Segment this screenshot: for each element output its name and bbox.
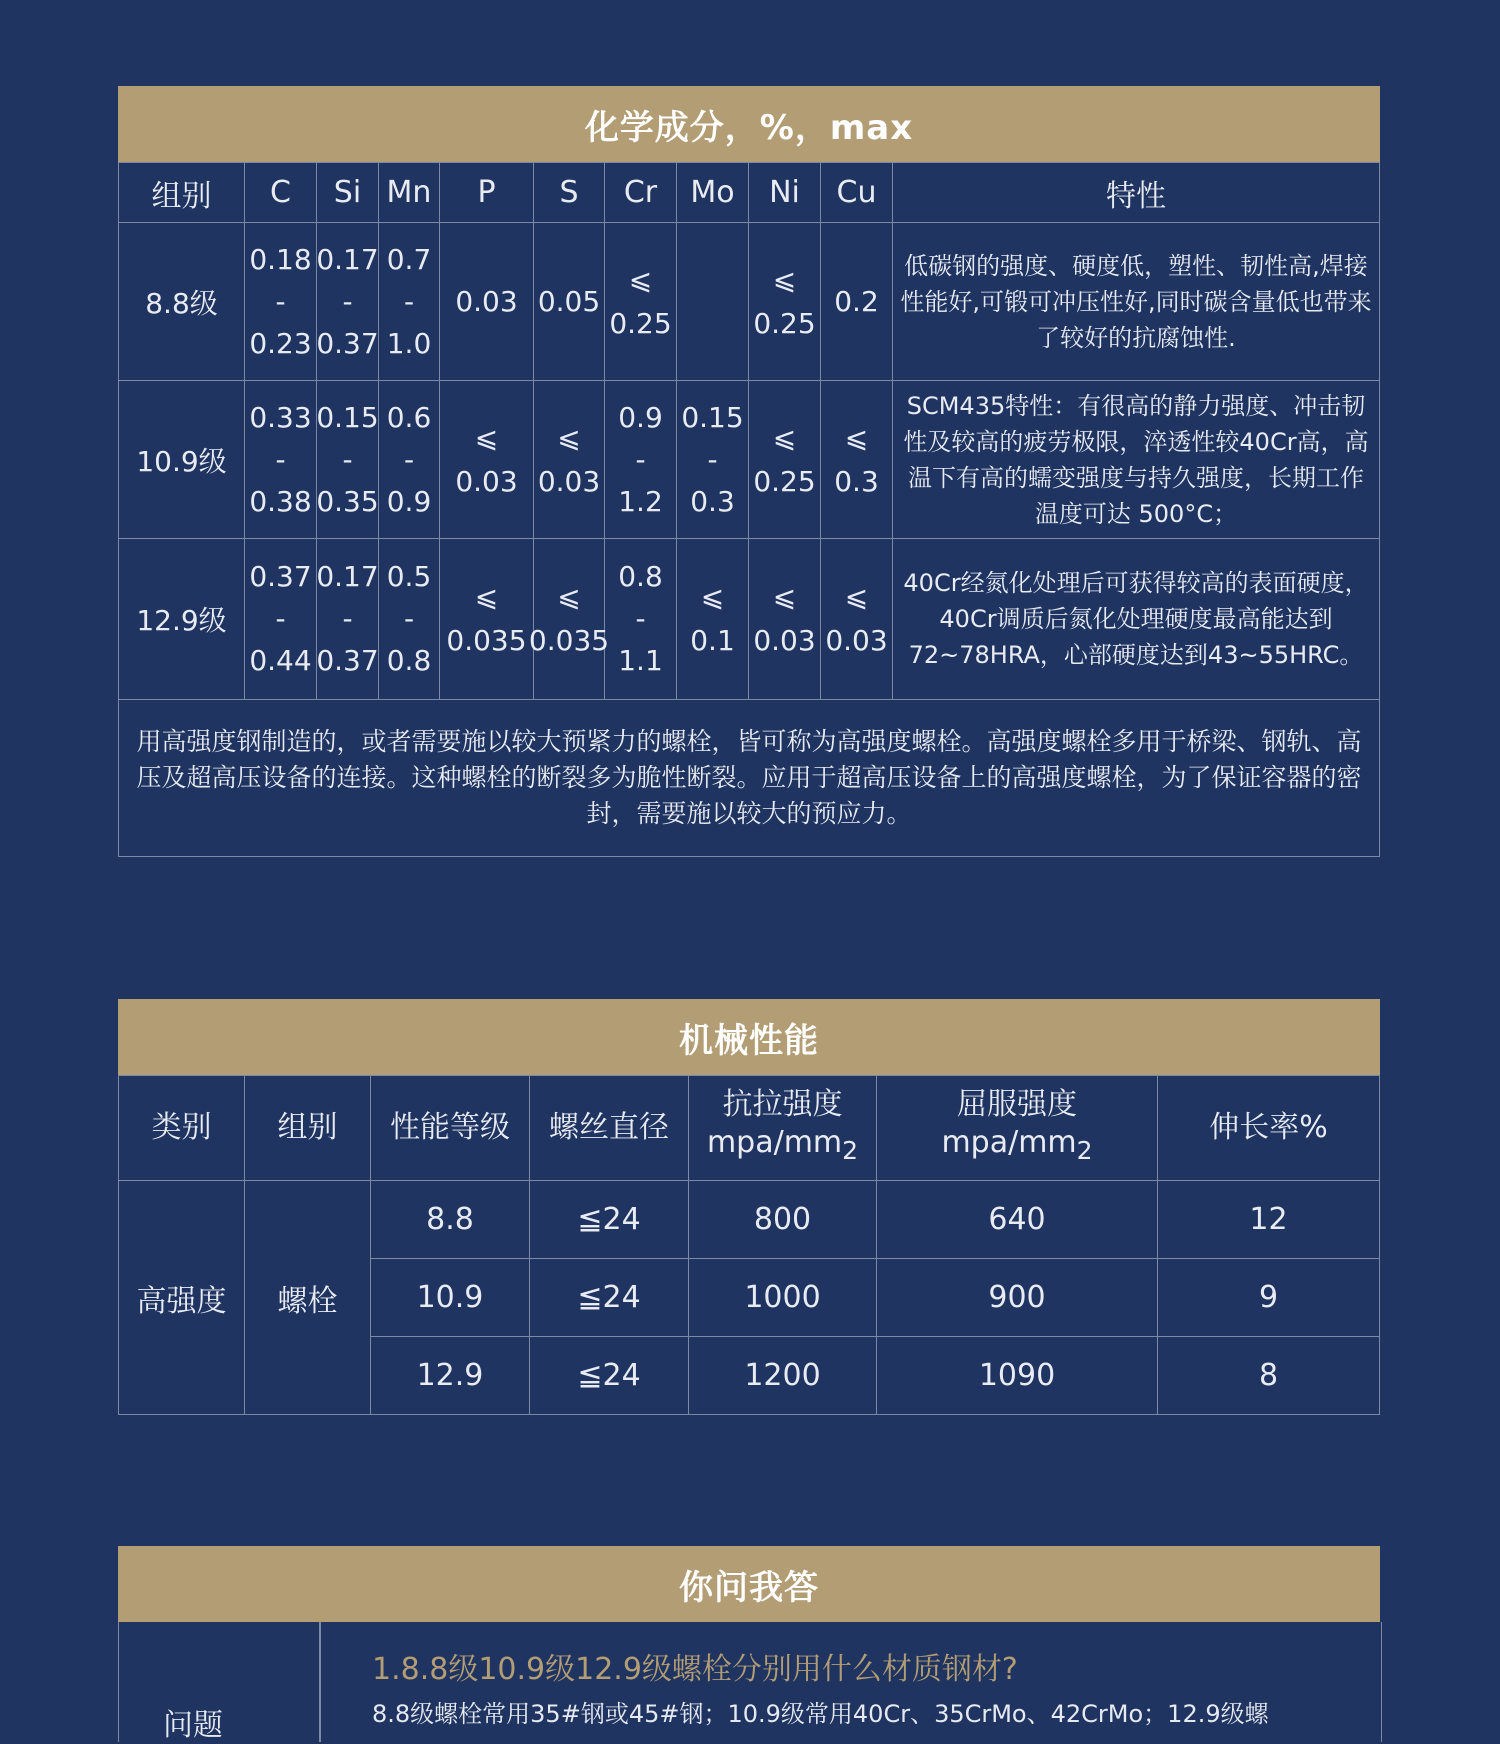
value-text: 0.25 <box>753 464 816 498</box>
value-text: 0.6 <box>386 400 432 434</box>
value-text: ⩽ <box>772 262 797 296</box>
value-text: ⩽ <box>772 420 797 454</box>
tensile-cell: 800 <box>689 1181 877 1259</box>
header-cell: Si <box>317 163 379 223</box>
yield-cell: 1090 <box>877 1337 1158 1415</box>
tensile-cell: 1200 <box>689 1337 877 1415</box>
value-text: 0.17 <box>316 560 379 593</box>
value-text: 0.37 <box>249 560 312 593</box>
header-elongation: 伸长率% <box>1158 1076 1380 1181</box>
header-group: 组别 <box>245 1076 371 1181</box>
property-cell: 低碳钢的强度、硬度低，塑性、韧性高,焊接性能好,可锻可冲压性好,同时碳含量低也带来了较好的抗腐蚀性. <box>893 223 1380 381</box>
header-yield <box>877 1076 1158 1181</box>
mn-cell <box>379 539 440 700</box>
value-text: ⩽ <box>474 580 499 613</box>
group-cell: 螺栓 <box>245 1181 371 1415</box>
value-text: 0.1 <box>690 624 735 657</box>
ni-cell <box>749 539 821 700</box>
qa-body <box>118 1622 1382 1742</box>
value-text: 0.44 <box>249 644 312 677</box>
value-text: 0.37 <box>316 644 379 677</box>
diameter-cell: ≦24 <box>530 1259 689 1337</box>
value-text: ⩽ <box>557 580 581 613</box>
value-text: 0.15 <box>681 400 744 434</box>
value-text: ⩽ <box>844 580 869 613</box>
elongation-cell: 12 <box>1158 1181 1380 1259</box>
value-text: 1.0 <box>386 326 432 360</box>
mechanical-title: 机械性能 <box>679 1020 819 1061</box>
header-cell: Cr <box>605 163 677 223</box>
value-text: 0.03 <box>455 284 518 318</box>
value-text: 0.3 <box>834 464 879 498</box>
s-cell <box>528 539 610 700</box>
header-cell: S <box>534 163 605 223</box>
qa-section <box>118 1546 1380 1622</box>
mn-cell <box>379 223 440 381</box>
value-text: 0.33 <box>249 400 312 434</box>
mo-cell <box>677 539 749 700</box>
value-text: ⩽ <box>474 420 499 454</box>
qa-label: 问题 <box>163 1708 223 1743</box>
value-text: - <box>403 602 415 635</box>
mechanical-header-row <box>119 1076 1380 1181</box>
qa-answer: 8.8级螺栓常用35#钢或45#钢；10.9级常用40Cr、35CrMo、42CrMo；12.9级螺 <box>372 1700 1269 1728</box>
chemical-composition-section <box>118 86 1380 857</box>
value-text: 0.8 <box>618 560 663 593</box>
unit-subscript: 2 <box>1076 1136 1093 1165</box>
table-row <box>119 539 1380 700</box>
value-text: - <box>707 442 718 476</box>
cr-cell <box>605 539 677 700</box>
value-text: 0.8 <box>386 644 432 677</box>
value-text: ⩽ <box>772 580 797 613</box>
grade-cell: 10.9级 <box>119 381 245 539</box>
table-row <box>119 223 1380 381</box>
value-text: 0.03 <box>455 464 518 498</box>
header-cell: Mo <box>677 163 749 223</box>
header-cell: 特性 <box>893 163 1380 223</box>
value-text: ⩽ <box>700 580 725 613</box>
s-cell <box>534 223 605 381</box>
note-row <box>119 700 1380 857</box>
qa-question: 1.8.8级10.9级12.9级螺栓分别用什么材质钢材? <box>372 1652 1018 1687</box>
grade-cell: 8.8 <box>371 1181 530 1259</box>
value-text: 0.37 <box>316 326 379 360</box>
unit-subscript: 2 <box>842 1136 859 1165</box>
value-text: - <box>635 442 646 476</box>
qa-title-band <box>118 1546 1380 1622</box>
value-text: ⩽ <box>557 420 581 454</box>
diameter-cell: ≦24 <box>530 1337 689 1415</box>
header-tensile-line2 <box>689 1124 876 1170</box>
cu-cell <box>821 539 893 700</box>
p-cell <box>440 381 534 539</box>
value-text: 0.25 <box>609 306 672 340</box>
value-text: 0.15 <box>316 400 379 434</box>
cr-cell <box>605 223 677 381</box>
value-text: 0.7 <box>386 242 432 276</box>
header-tensile-line1: 抗拉强度 <box>722 1087 843 1122</box>
qa-divider <box>319 1622 321 1742</box>
ni-cell <box>749 381 821 539</box>
header-tensile <box>689 1076 877 1181</box>
value-text: 0.9 <box>386 484 432 518</box>
value-text: - <box>635 602 646 635</box>
mn-cell <box>379 381 440 539</box>
header-cell: Mn <box>379 163 440 223</box>
table-row <box>119 381 1380 539</box>
mechanical-title-band <box>118 999 1380 1075</box>
cu-cell <box>821 381 893 539</box>
si-cell <box>317 223 379 381</box>
chemical-header-row <box>119 163 1380 223</box>
value-text: 0.3 <box>690 484 735 518</box>
mechanical-section <box>118 999 1380 1415</box>
si-cell <box>317 539 379 700</box>
value-text: - <box>275 602 286 635</box>
value-text: 0.5 <box>386 560 432 593</box>
value-text: - <box>342 442 353 476</box>
mechanical-table <box>118 1075 1380 1415</box>
value-text: - <box>342 284 353 318</box>
grade-cell: 10.9 <box>371 1259 530 1337</box>
ni-cell <box>749 223 821 381</box>
tensile-cell: 1000 <box>689 1259 877 1337</box>
value-text: 0.05 <box>537 284 601 318</box>
si-cell <box>317 381 379 539</box>
cr-cell <box>605 381 677 539</box>
value-text: 0.03 <box>825 624 888 657</box>
value-text: ⩽ <box>844 420 869 454</box>
cu-cell <box>821 223 893 381</box>
yield-cell: 900 <box>877 1259 1158 1337</box>
value-text: 1.1 <box>618 644 663 677</box>
chemical-table <box>118 162 1380 857</box>
value-text: - <box>275 284 286 318</box>
s-cell <box>534 381 605 539</box>
property-cell: 40Cr经氮化处理后可获得较高的表面硬度，40Cr调质后氮化处理硬度最高能达到72~78HRA，心部硬度达到43~55HRC。 <box>893 539 1380 700</box>
note-text: 用高强度钢制造的，或者需要施以较大预紧力的螺栓，皆可称为高强度螺栓。高强度螺栓多用于桥梁、钢轨、高压及超高压设备的连接。这种螺栓的断裂多为脆性断裂。应用于超高压设备上的高强度螺栓，为了保证容器的密封，需要施以较大的预应力。 <box>119 700 1380 857</box>
value-text: - <box>342 602 353 635</box>
value-text: 0.18 <box>249 242 312 276</box>
diameter-cell: ≦24 <box>530 1181 689 1259</box>
value-text: 0.035 <box>446 624 527 657</box>
header-cell: C <box>245 163 317 223</box>
value-text: 0.03 <box>537 464 601 498</box>
header-cell: P <box>440 163 534 223</box>
value-text: 0.2 <box>834 284 879 318</box>
value-text: - <box>403 442 415 476</box>
value-text: 1.2 <box>618 484 663 518</box>
value-text: 0.17 <box>316 242 379 276</box>
header-cell: Cu <box>821 163 893 223</box>
header-diameter: 螺丝直径 <box>530 1076 689 1181</box>
value-text: 0.035 <box>528 624 610 657</box>
yield-cell: 640 <box>877 1181 1158 1259</box>
grade-cell: 12.9 <box>371 1337 530 1415</box>
value-text: 0.38 <box>249 484 312 518</box>
p-cell <box>440 539 534 700</box>
header-cell: 组别 <box>119 163 245 223</box>
value-text: 0.25 <box>753 306 816 340</box>
elongation-cell: 8 <box>1158 1337 1380 1415</box>
value-text: ⩽ <box>628 262 653 296</box>
p-cell <box>440 223 534 381</box>
grade-cell: 8.8级 <box>119 223 245 381</box>
grade-cell: 12.9级 <box>119 539 245 700</box>
value-text: 0.9 <box>618 400 663 434</box>
mo-cell <box>677 223 749 381</box>
header-grade: 性能等级 <box>371 1076 530 1181</box>
mo-cell <box>677 381 749 539</box>
chemical-title: 化学成分，%，max <box>584 107 914 148</box>
value-text: 0.23 <box>249 326 312 360</box>
c-cell <box>245 223 317 381</box>
header-yield-line1: 屈服强度 <box>957 1087 1077 1122</box>
header-cell: Ni <box>749 163 821 223</box>
header-category: 类别 <box>119 1076 245 1181</box>
table-row <box>119 1181 1380 1259</box>
property-cell: SCM435特性：有很高的静力强度、冲击韧性及较高的疲劳极限，淬透性较40Cr高，高温下有高的蠕变强度与持久强度，长期工作温度可达 500°C； <box>893 381 1380 539</box>
value-text: 0.35 <box>316 484 379 518</box>
value-text: - <box>275 442 286 476</box>
elongation-cell: 9 <box>1158 1259 1380 1337</box>
value-text: - <box>403 284 415 318</box>
qa-title: 你问我答 <box>679 1567 819 1608</box>
unit-text: mpa/mm <box>941 1125 1077 1160</box>
header-yield-line2 <box>877 1124 1157 1170</box>
unit-text: mpa/mm <box>706 1125 843 1160</box>
c-cell <box>245 381 317 539</box>
value-text: 0.03 <box>753 624 816 657</box>
chemical-title-band <box>118 86 1380 162</box>
c-cell <box>245 539 317 700</box>
category-cell: 高强度 <box>119 1181 245 1415</box>
